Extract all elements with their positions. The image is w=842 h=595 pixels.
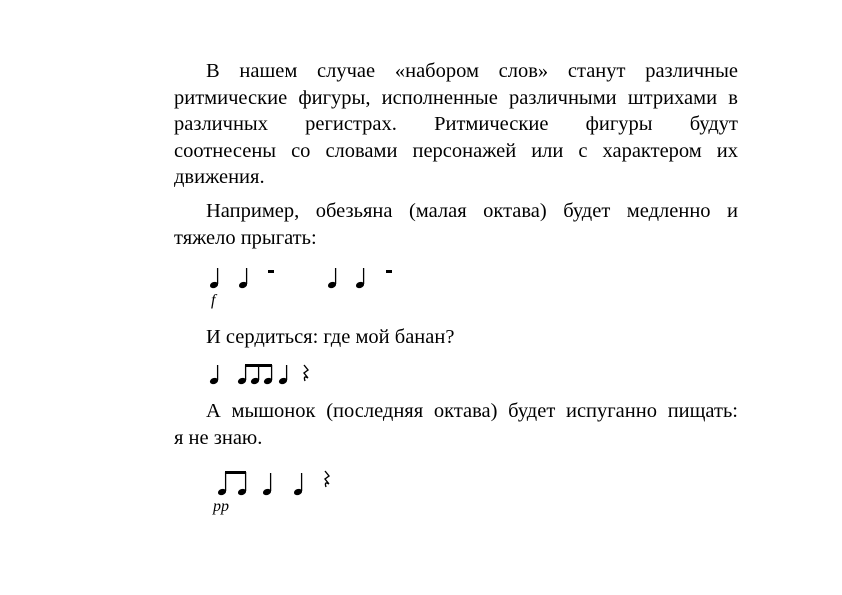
text-line: И сердиться: где мой банан?	[206, 326, 455, 348]
quarter-note	[293, 473, 303, 496]
quarter-rest	[325, 471, 329, 487]
paragraph-angry	[174, 324, 738, 351]
text-line: А мышонок (последняя октава) будет испуганно пищать:	[206, 400, 738, 422]
quarter-note	[262, 473, 272, 496]
text-line: В нашем случае «набором слов» станут различные	[206, 60, 738, 82]
quarter-note	[209, 268, 219, 289]
quarter-note	[278, 365, 288, 385]
half-rest	[386, 270, 392, 273]
paragraph-intro	[174, 58, 738, 191]
rhythm-example-mouse	[200, 465, 350, 501]
dynamic-marking: f	[211, 292, 216, 309]
text-line: движения.	[174, 166, 265, 188]
beamed-eighth-notes	[217, 471, 247, 496]
text-line: соотнесены со словами персонажей или с характером их	[174, 139, 738, 162]
quarter-note	[238, 268, 248, 289]
dynamic-marking: pp	[213, 498, 229, 515]
quarter-rest	[304, 365, 308, 381]
text-line: Например, обезьяна (малая октава) будет медленно и	[206, 200, 738, 222]
paragraph-mouse	[174, 398, 738, 451]
quarter-note	[209, 365, 219, 385]
paragraph-monkey	[174, 198, 738, 251]
text-line: ритмические фигуры, исполненные различными штрихами в	[174, 86, 738, 109]
rhythm-example-monkey	[200, 262, 420, 302]
rhythm-example-angry	[200, 360, 350, 390]
text-line: тяжело прыгать:	[174, 226, 317, 249]
text-line: я не знаю.	[174, 426, 263, 449]
quarter-note	[355, 268, 365, 289]
quarter-note	[327, 268, 337, 289]
text-line: различных регистрах. Ритмические фигуры будут	[174, 113, 738, 135]
beamed-eighth-notes	[237, 364, 273, 385]
half-rest	[268, 270, 274, 273]
